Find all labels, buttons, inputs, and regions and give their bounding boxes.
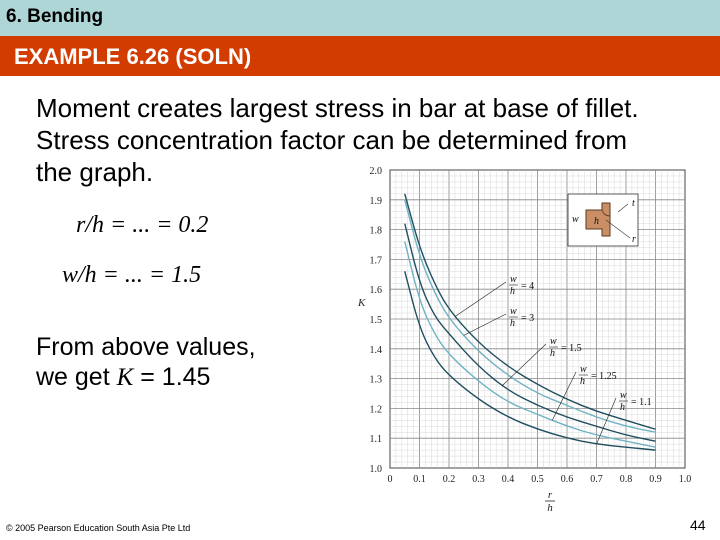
y-tick-label: 1.5 bbox=[369, 315, 382, 326]
x-axis-label-num: r bbox=[547, 489, 553, 501]
result-prefix: we get bbox=[36, 363, 110, 391]
annotation-den: h bbox=[620, 402, 625, 413]
x-tick-label: 0 bbox=[387, 474, 393, 485]
x-tick-label: 0.8 bbox=[619, 474, 633, 485]
fillet-inset-diagram bbox=[568, 194, 638, 246]
annotation-value: = 1.1 bbox=[631, 397, 652, 408]
result-value: = 1.45 bbox=[133, 363, 211, 391]
annotation-value: = 4 bbox=[521, 281, 535, 292]
annotation-num: w bbox=[580, 364, 587, 375]
w-over-h-equation: w/h = ... = 1.5 bbox=[62, 262, 202, 288]
intro-line-1: Moment creates largest stress in bar at base of fillet. bbox=[36, 93, 639, 123]
chapter-title: 6. Bending bbox=[6, 6, 104, 27]
y-tick-label: 1.4 bbox=[369, 344, 382, 356]
y-tick-label: 2.0 bbox=[369, 166, 382, 177]
annotation-den: h bbox=[510, 286, 515, 297]
x-tick-label: 0.3 bbox=[472, 474, 485, 485]
y-tick-label: 1.9 bbox=[369, 195, 382, 207]
y-tick-label: 1.6 bbox=[369, 285, 382, 297]
x-tick-label: 0.5 bbox=[531, 474, 544, 485]
slide-title: EXAMPLE 6.26 (SOLN) bbox=[14, 44, 252, 69]
y-tick-label: 1.2 bbox=[369, 404, 382, 416]
inset-h: h bbox=[594, 216, 599, 227]
annotation-den: h bbox=[580, 376, 585, 387]
y-tick-label: 1.8 bbox=[369, 225, 382, 237]
copyright-notice: © 2005 Pearson Education South Asia Pte Ltd bbox=[6, 523, 191, 533]
annotation-num: w bbox=[510, 306, 517, 317]
annotation-value: = 1.25 bbox=[591, 371, 617, 382]
k-symbol: K bbox=[116, 364, 134, 391]
intro-line-2: Stress concentration factor can be determined from bbox=[36, 125, 628, 155]
y-tick-label: 1.3 bbox=[369, 374, 382, 386]
header-bar bbox=[0, 0, 720, 36]
x-tick-label: 0.6 bbox=[560, 474, 574, 485]
result-line-2 bbox=[36, 362, 356, 393]
inset-t: t bbox=[632, 198, 635, 209]
annotation-num: w bbox=[510, 274, 517, 285]
stress-concentration-chart bbox=[340, 158, 695, 518]
y-axis-label: K bbox=[358, 297, 366, 309]
x-tick-label: 0.7 bbox=[590, 474, 603, 485]
y-tick-label: 1.7 bbox=[369, 255, 382, 267]
x-tick-label: 0.1 bbox=[413, 474, 426, 485]
annotation-value: = 1.5 bbox=[561, 343, 582, 354]
annotation-value: = 3 bbox=[521, 313, 535, 324]
x-tick-label: 0.9 bbox=[649, 474, 662, 485]
inset-r: r bbox=[632, 234, 636, 245]
x-tick-label: 1.0 bbox=[678, 474, 692, 485]
annotation-num: w bbox=[550, 336, 557, 347]
inset-w: w bbox=[572, 214, 579, 225]
page-number: 44 bbox=[690, 517, 706, 533]
y-tick-label: 1.0 bbox=[369, 464, 382, 475]
x-tick-label: 0.4 bbox=[501, 474, 515, 485]
y-tick-label: 1.1 bbox=[369, 434, 382, 446]
intro-line-3: the graph. bbox=[36, 157, 154, 187]
annotation-den: h bbox=[550, 348, 555, 359]
annotation-den: h bbox=[510, 318, 515, 329]
title-bar bbox=[0, 36, 720, 76]
result-text bbox=[36, 332, 356, 393]
annotation-num: w bbox=[620, 390, 627, 401]
r-over-h-equation: r/h = ... = 0.2 bbox=[76, 212, 209, 238]
x-axis-label-den: h bbox=[547, 502, 553, 514]
chart-grid bbox=[390, 170, 685, 468]
x-tick-label: 0.2 bbox=[442, 474, 456, 485]
result-line-1: From above values, bbox=[36, 333, 256, 361]
